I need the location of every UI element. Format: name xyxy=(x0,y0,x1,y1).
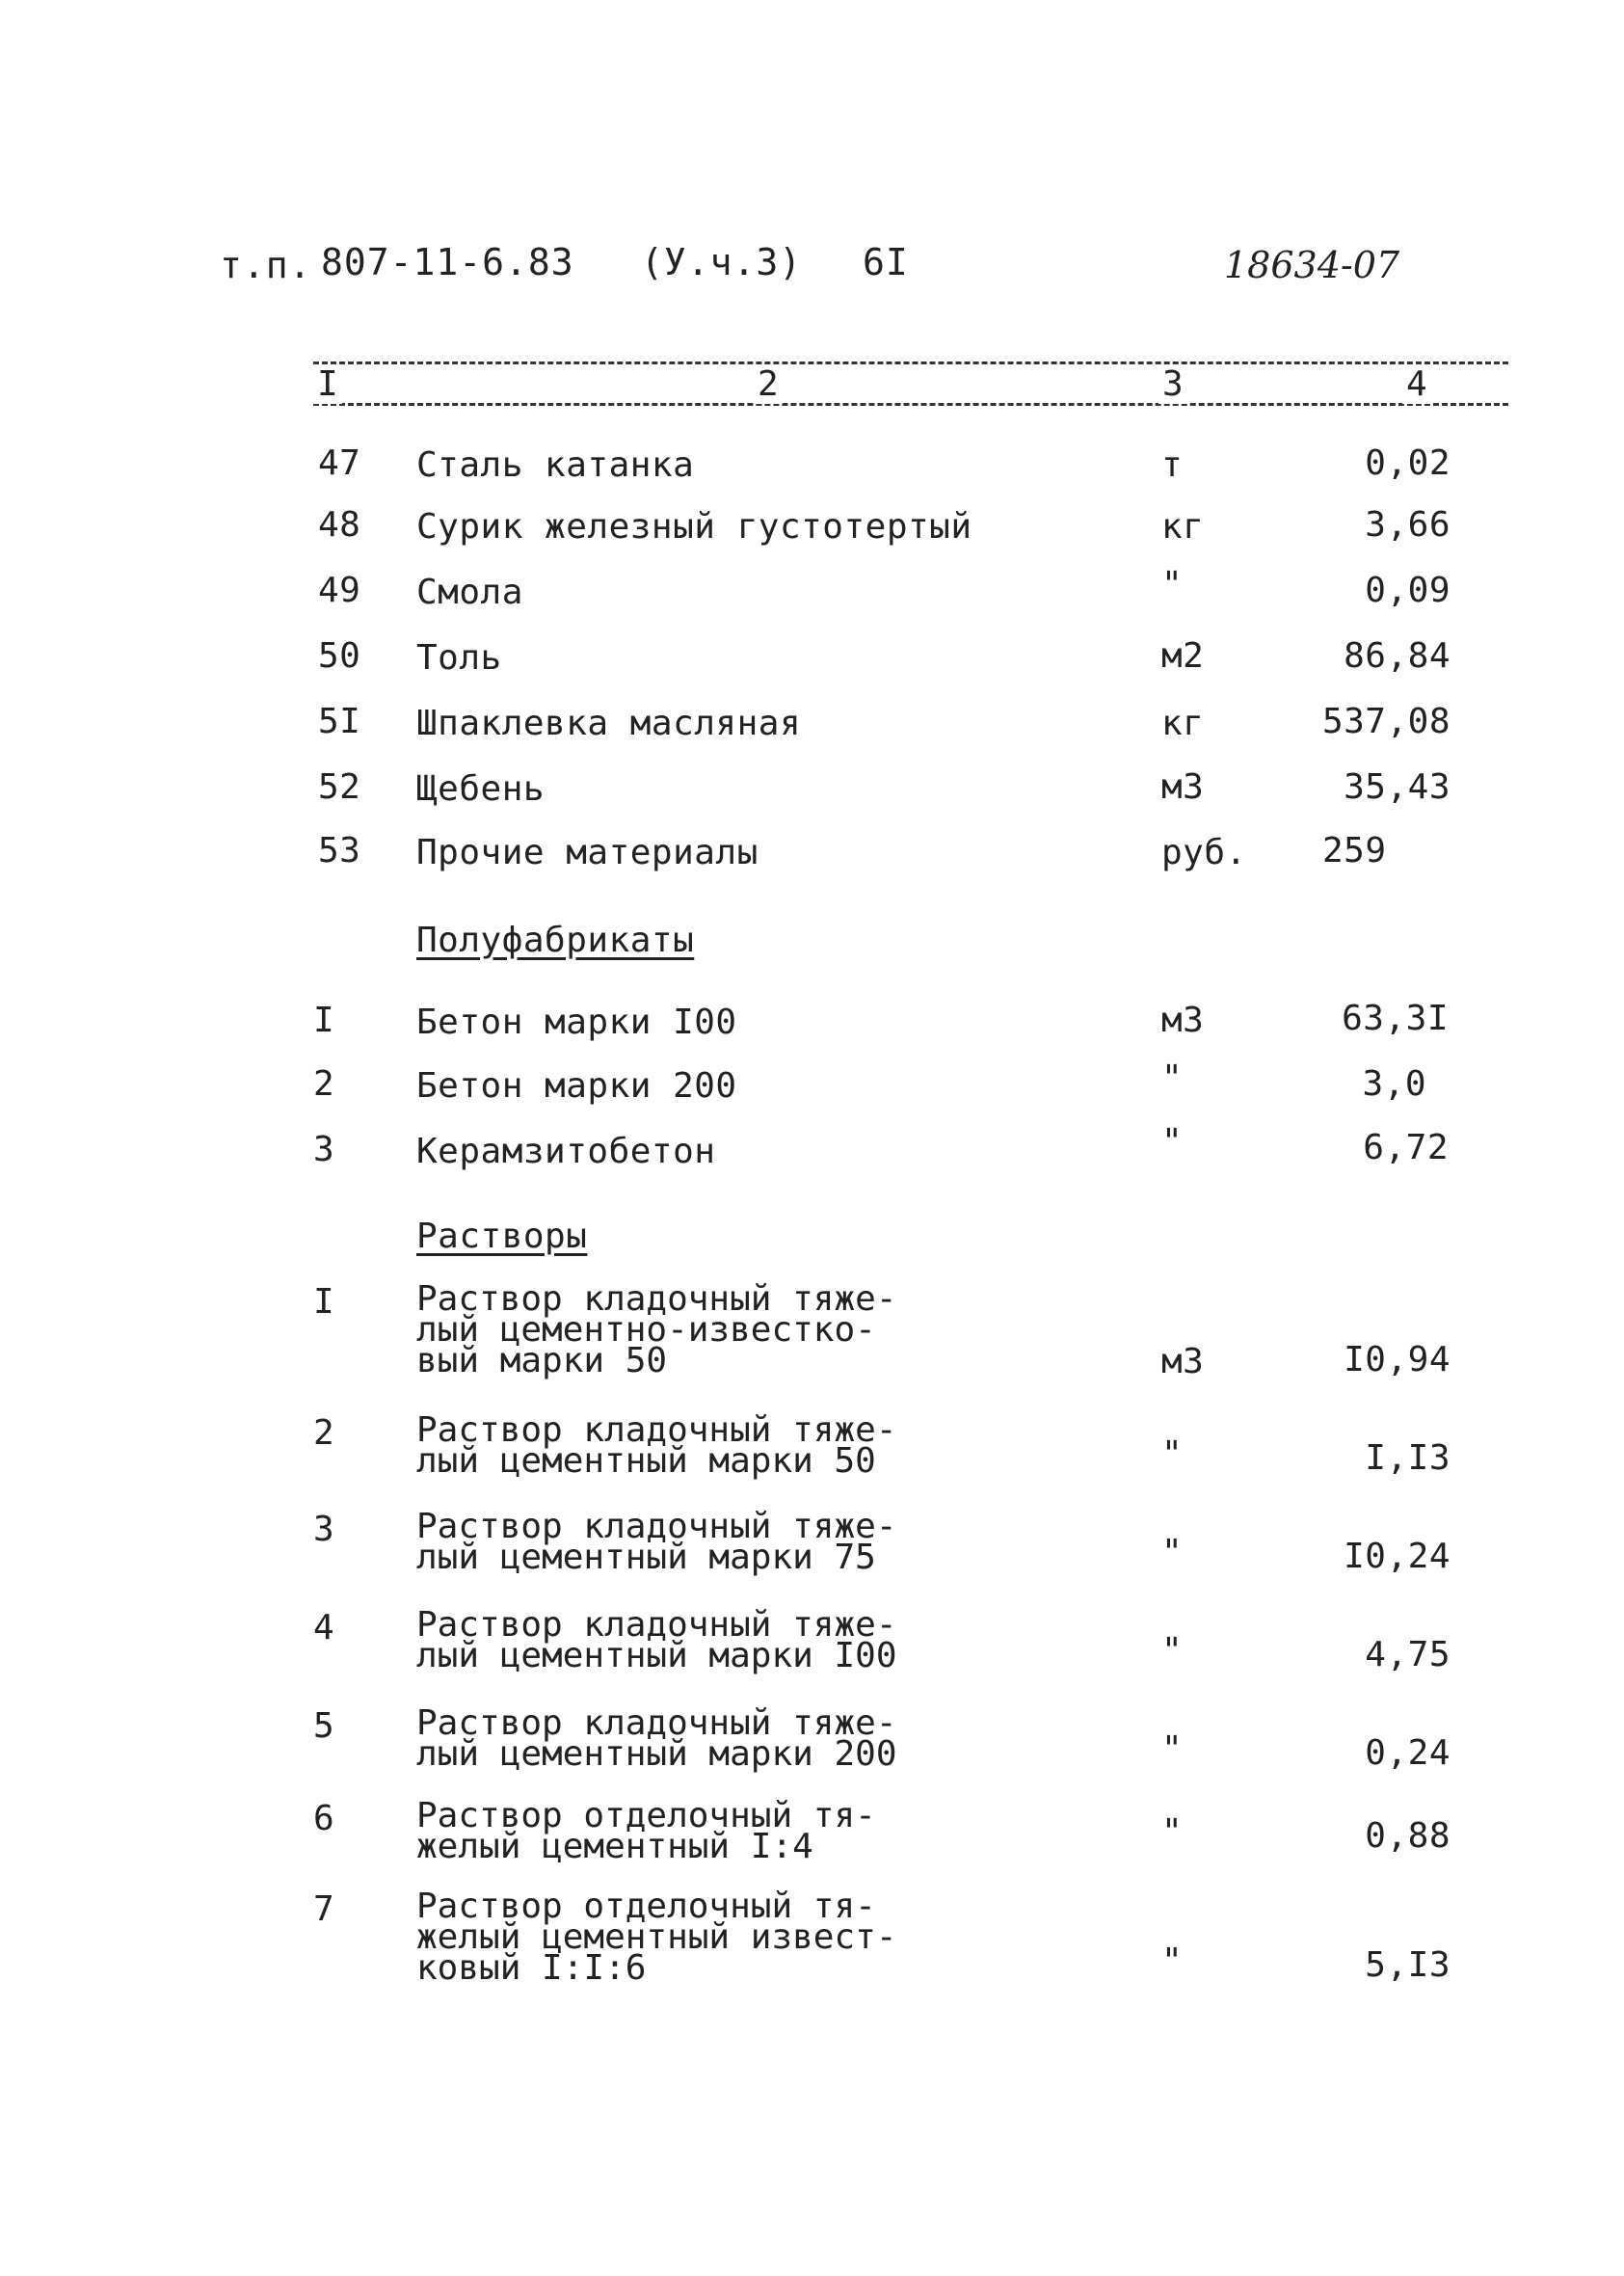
row-quantity: 0,24 xyxy=(1365,1733,1451,1773)
section-title-semi-products: Полуфабрикаты xyxy=(416,921,695,960)
row-quantity: 0,02 xyxy=(1365,443,1451,483)
row-number: 49 xyxy=(318,571,361,610)
project-number: 807-11-6.83 xyxy=(321,241,574,283)
row-quantity: 0,09 xyxy=(1365,571,1451,610)
row-quantity: 86,84 xyxy=(1344,636,1451,676)
row-number: 5I xyxy=(318,702,361,741)
row-number: 5 xyxy=(313,1706,335,1746)
row-name: Щебень xyxy=(416,769,546,809)
row-quantity: 3,0 xyxy=(1362,1064,1426,1104)
row-number: 7 xyxy=(313,1889,335,1929)
row-name: Керамзитобетон xyxy=(416,1132,716,1171)
row-name: Раствор отделочный тя- желый цементный I:4 xyxy=(416,1796,876,1866)
row-unit: м3 xyxy=(1161,1342,1205,1381)
row-unit: кг xyxy=(1161,704,1205,743)
row-number: 53 xyxy=(318,831,361,870)
column-header-2: 2 xyxy=(754,364,783,404)
row-number: 48 xyxy=(318,505,361,545)
row-unit: м3 xyxy=(1161,1001,1205,1040)
row-unit: " xyxy=(1161,1729,1184,1769)
row-number: 4 xyxy=(313,1608,335,1647)
row-name: Раствор кладочный тяже- лый цементный марки I00 xyxy=(416,1605,897,1675)
row-unit: " xyxy=(1161,565,1184,604)
row-quantity: 3,66 xyxy=(1365,505,1451,545)
column-header-4: 4 xyxy=(1402,364,1431,404)
row-name: Раствор отделочный тя- желый цементный извест- ковый I:I:6 xyxy=(416,1887,897,1988)
row-name: Прочие материалы xyxy=(416,833,759,872)
row-name: Раствор кладочный тяже- лый цементный марки 75 xyxy=(416,1507,897,1577)
row-quantity: I,I3 xyxy=(1365,1438,1451,1478)
row-quantity: 4,75 xyxy=(1365,1635,1451,1674)
row-quantity: 259 xyxy=(1322,831,1387,870)
row-name: Толь xyxy=(416,638,502,678)
doc-prefix: т.п. xyxy=(220,244,312,286)
row-unit: " xyxy=(1161,1058,1184,1098)
row-unit: т xyxy=(1161,445,1184,485)
row-number: 52 xyxy=(318,767,361,807)
row-quantity: I0,24 xyxy=(1344,1537,1451,1576)
row-quantity: 63,3I xyxy=(1342,999,1449,1038)
row-unit: " xyxy=(1161,1941,1184,1981)
column-header-1: I xyxy=(313,364,342,404)
row-quantity: I0,94 xyxy=(1344,1340,1451,1379)
row-number: I xyxy=(313,1282,335,1322)
row-quantity: 5,I3 xyxy=(1365,1945,1451,1985)
column-header-3: 3 xyxy=(1158,364,1187,404)
volume-label: (У.ч.3) xyxy=(641,241,803,283)
row-unit: " xyxy=(1161,1812,1184,1852)
row-name: Раствор кладочный тяже- лый цементный марки 200 xyxy=(416,1703,897,1774)
row-name: Сурик железный густотертый xyxy=(416,507,972,547)
row-name: Раствор кладочный тяже- лый цементный марки 50 xyxy=(416,1410,897,1481)
row-unit: кг xyxy=(1161,507,1205,547)
row-number: 3 xyxy=(313,1130,335,1169)
row-number: I xyxy=(313,1001,335,1040)
row-quantity: 537,08 xyxy=(1321,702,1451,741)
row-name: Бетон марки 200 xyxy=(416,1066,737,1106)
row-unit: " xyxy=(1161,1434,1184,1474)
row-number: 6 xyxy=(313,1799,335,1838)
row-number: 47 xyxy=(318,443,361,483)
row-name: Сталь катанка xyxy=(416,445,695,485)
row-unit: " xyxy=(1161,1631,1184,1671)
row-quantity: 0,88 xyxy=(1365,1816,1451,1856)
row-number: 3 xyxy=(313,1510,335,1549)
header-rule-bottom xyxy=(313,403,1508,406)
page-number: 6I xyxy=(863,241,909,283)
row-name: Раствор кладочный тяже- лый цементно-известко- вый марки 50 xyxy=(416,1279,897,1380)
row-unit: руб. xyxy=(1161,833,1247,872)
header-rule-top xyxy=(313,361,1508,364)
row-quantity: 6,72 xyxy=(1363,1128,1449,1167)
row-number: 2 xyxy=(313,1064,335,1104)
row-number: 50 xyxy=(318,636,361,676)
row-name: Бетон марки I00 xyxy=(416,1003,737,1042)
row-quantity: 35,43 xyxy=(1344,767,1451,807)
row-name: Шпаклевка масляная xyxy=(416,704,802,743)
row-number: 2 xyxy=(313,1413,335,1453)
row-unit: м3 xyxy=(1161,767,1205,807)
row-unit: " xyxy=(1161,1533,1184,1572)
serial-number: 18634-07 xyxy=(1224,244,1400,286)
row-unit: " xyxy=(1161,1122,1184,1162)
row-name: Смола xyxy=(416,573,523,612)
section-title-mortars: Растворы xyxy=(416,1217,588,1256)
row-unit: м2 xyxy=(1161,636,1205,676)
